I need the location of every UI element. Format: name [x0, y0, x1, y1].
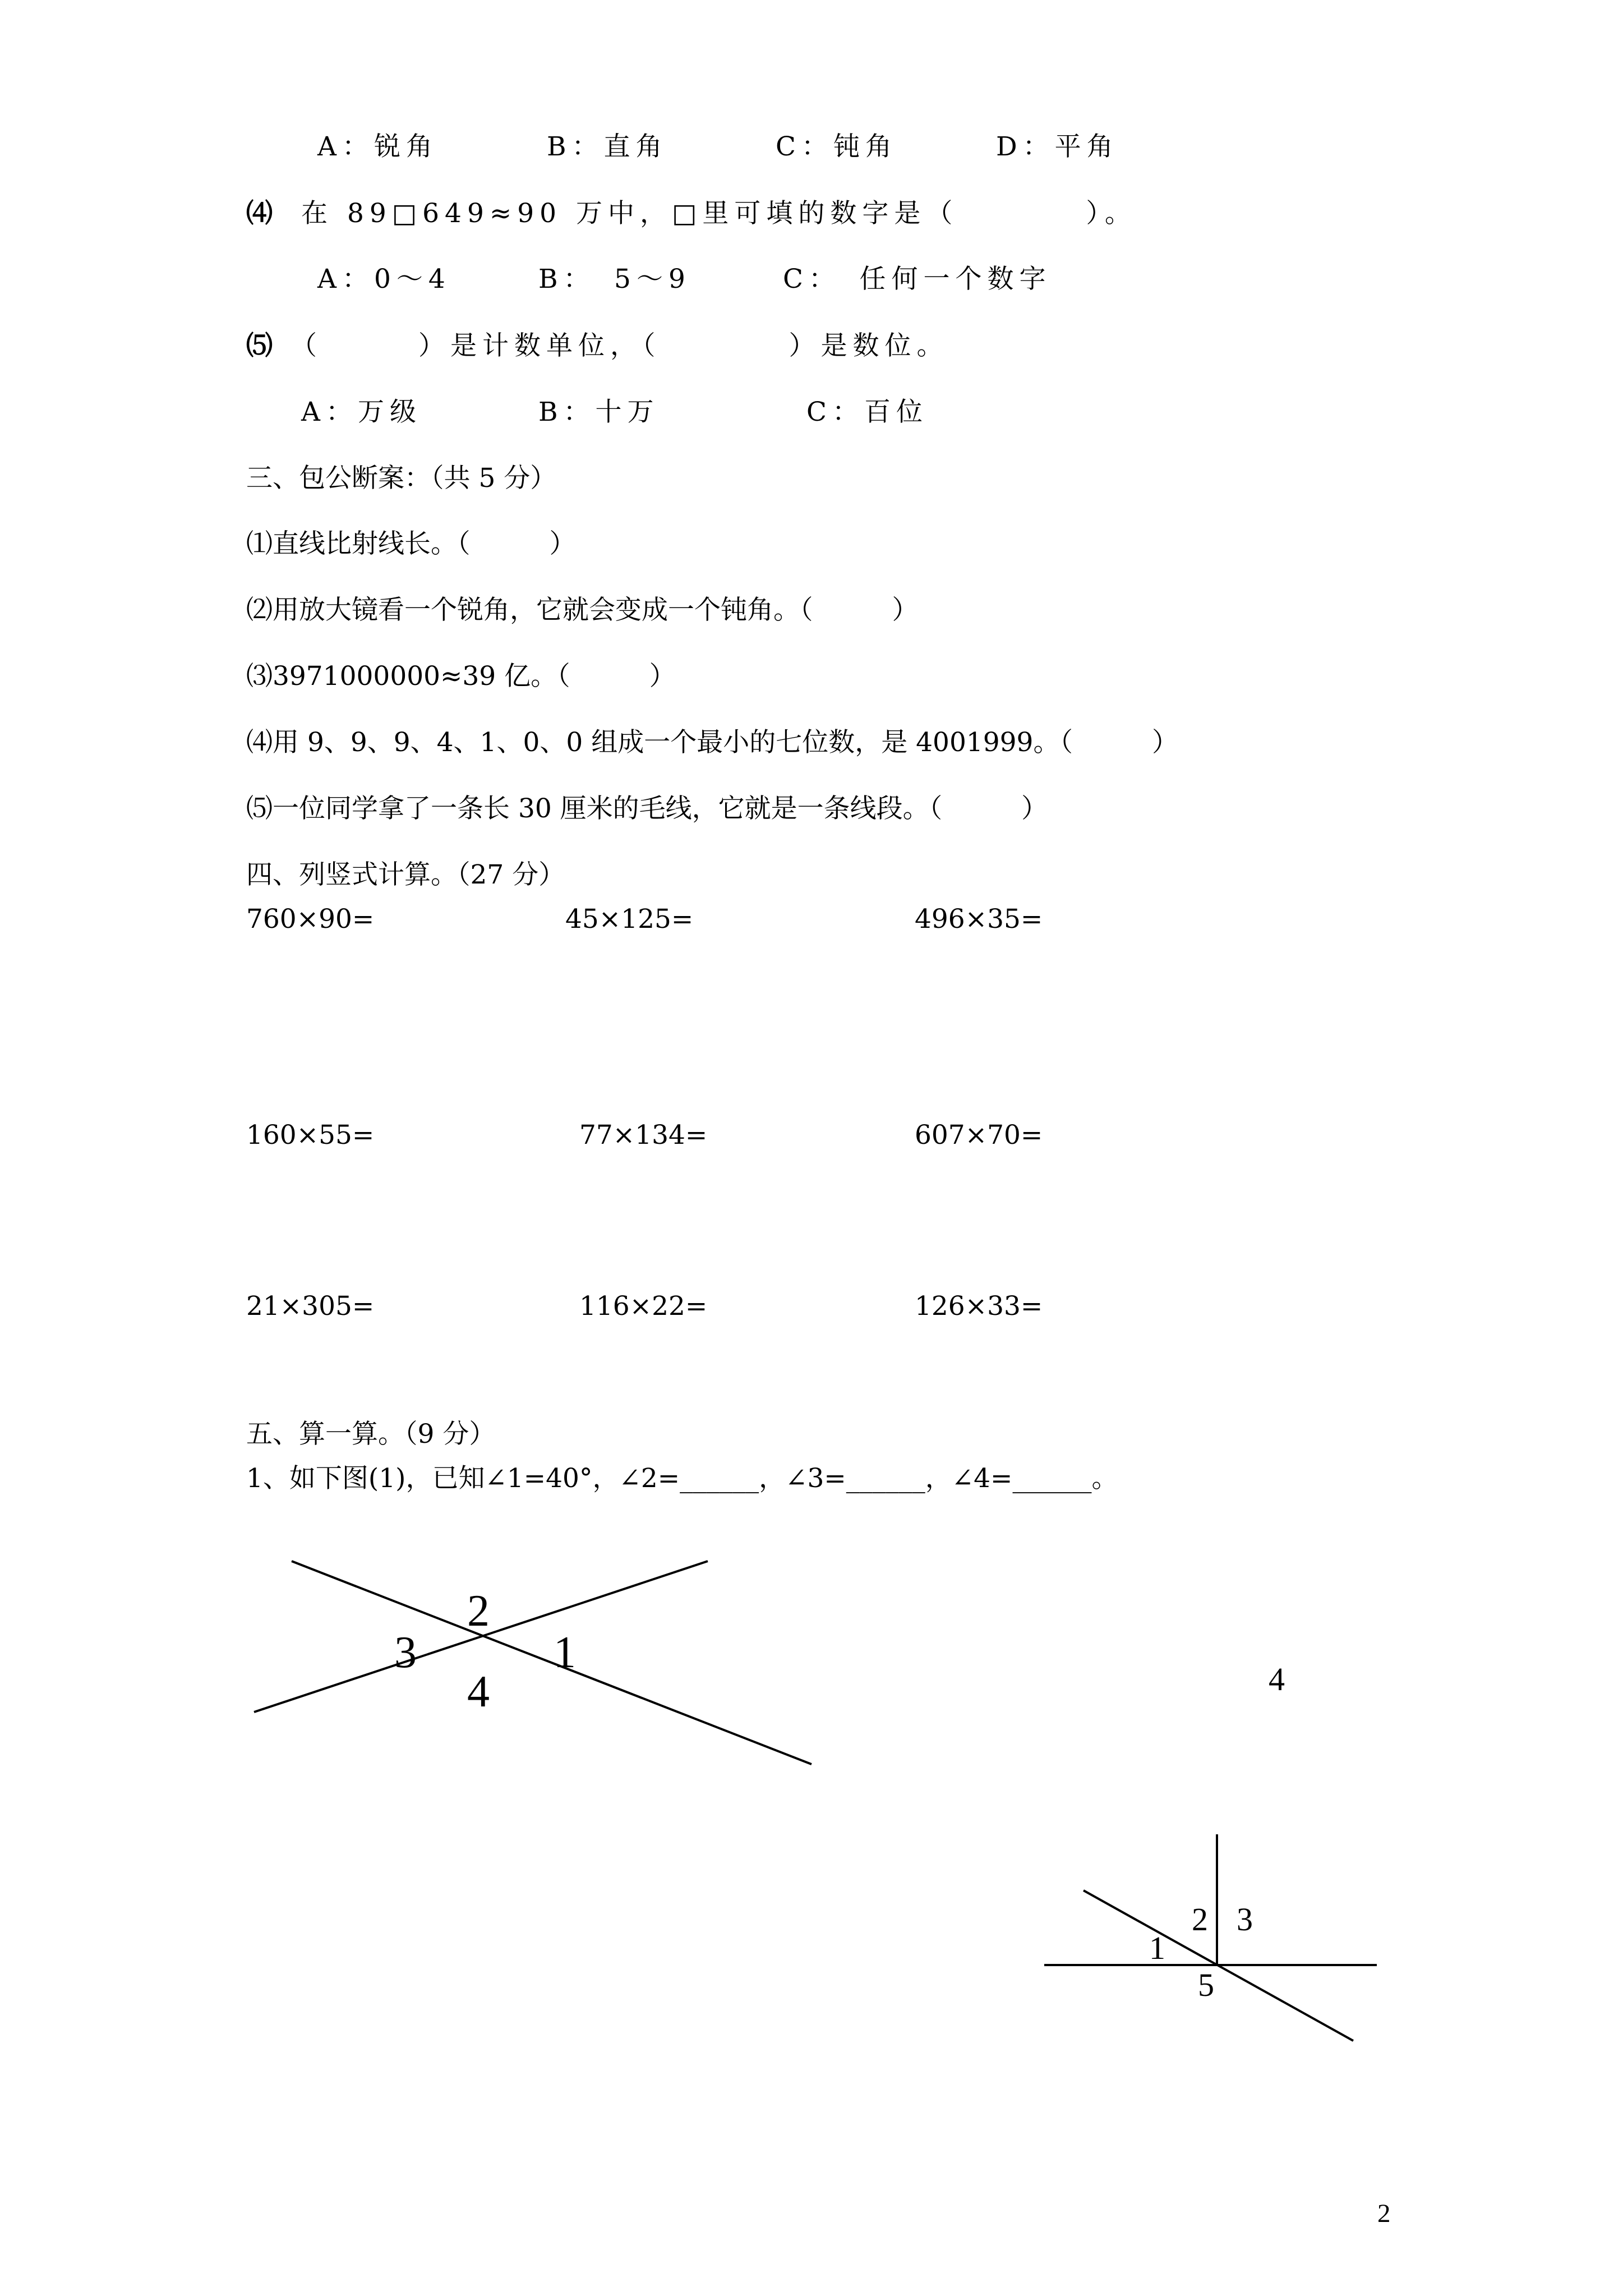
- q5-option-c: C：百位: [806, 397, 928, 427]
- section3-item-3: ⑶3971000000≈39 亿。（ ）: [246, 661, 676, 692]
- page-number: 2: [1377, 2199, 1391, 2228]
- q3-option-a: A：锐角: [317, 131, 438, 162]
- calc-item: 45×125=: [565, 904, 694, 935]
- calc-item: 496×35=: [915, 904, 1043, 935]
- calc-item: 160×55=: [246, 1120, 375, 1151]
- q3-option-d: D：平角: [996, 131, 1119, 162]
- calc-item: 77×134=: [579, 1120, 708, 1151]
- q4-option-c: C： 任何一个数字: [783, 264, 1052, 295]
- calc-item: 21×305=: [246, 1291, 375, 1322]
- q4-option-b: B： 5～9: [538, 264, 691, 295]
- section4-title: 四、列竖式计算。（27 分）: [246, 859, 565, 890]
- calc-item: 116×22=: [579, 1291, 708, 1322]
- q5-number: ⑸: [246, 330, 273, 361]
- section5-question-1: 1、如下图(1)，已知∠1=40°，∠2=______，∠3=______，∠4=______。: [246, 1463, 1118, 1494]
- figure-1-angle-label-1: 1: [554, 1628, 576, 1677]
- q3-option-b: B：直角: [547, 131, 668, 162]
- q5-text: （ ）是计数单位，（ ）是数位。: [291, 330, 949, 361]
- figure-2-label-4: 4: [1269, 1661, 1285, 1697]
- section3-title: 三、包公断案：（共 5 分）: [246, 463, 557, 494]
- section3-item-4: ⑷用 9、9、9、4、1、0、0 组成一个最小的七位数，是 4001999。（ ）: [246, 727, 1178, 758]
- figure-1-angle-label-4: 4: [467, 1667, 490, 1717]
- q4-option-a: A：0～4: [317, 264, 451, 295]
- section3-item-1: ⑴直线比射线长。（ ）: [246, 528, 576, 559]
- q3-option-c: C：钝角: [776, 131, 897, 162]
- calc-item: 760×90=: [246, 904, 375, 935]
- calc-item: 126×33=: [915, 1291, 1043, 1322]
- figure-1-angle-label-2: 2: [467, 1586, 490, 1636]
- figure-2-angle-label-1: 1: [1149, 1930, 1165, 1966]
- q5-option-b: B：十万: [538, 397, 660, 427]
- figure-2-angle-label-2: 2: [1192, 1901, 1208, 1938]
- figure-2-angle-label-5: 5: [1198, 1967, 1214, 2003]
- section5-title: 五、算一算。（9 分）: [246, 1419, 496, 1450]
- q5-option-a: A：万级: [301, 397, 422, 427]
- q4-number: ⑷: [246, 198, 273, 229]
- figure-1-angle-label-3: 3: [394, 1628, 417, 1677]
- calc-item: 607×70=: [915, 1120, 1043, 1151]
- section3-item-5: ⑸一位同学拿了一条长 30 厘米的毛线，它就是一条线段。（ ）: [246, 793, 1048, 824]
- figure-2-angle-label-3: 3: [1237, 1901, 1253, 1938]
- section3-item-2: ⑵用放大镜看一个锐角，它就会变成一个钝角。（ ）: [246, 595, 919, 625]
- q4-text: 在 89□649≈90 万中，□里可填的数字是（ ）。: [301, 198, 1137, 229]
